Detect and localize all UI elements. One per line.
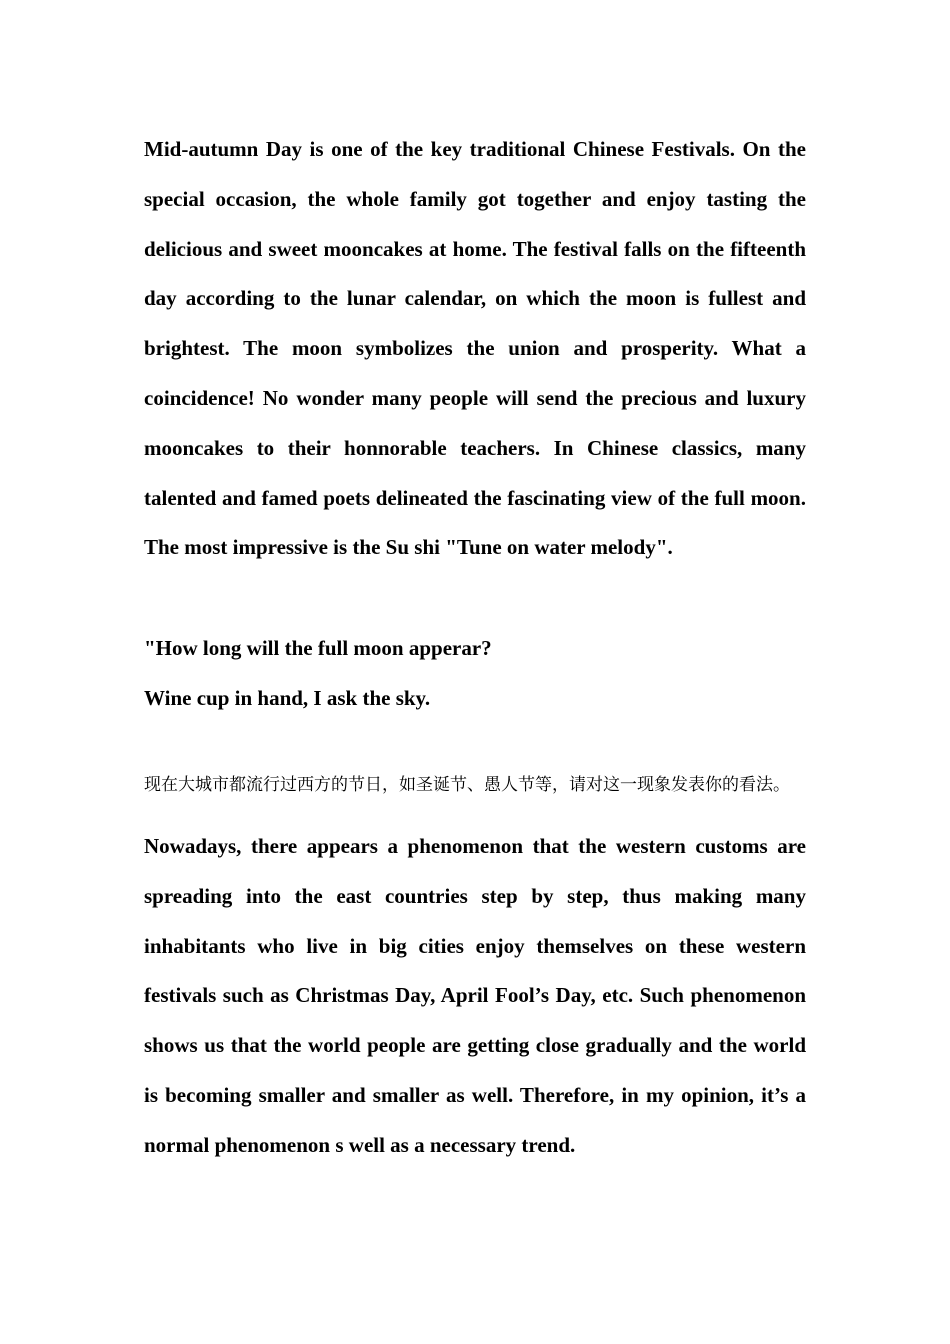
chinese-writing-prompt: 现在大城市都流行过西方的节日，如圣诞节、愚人节等，请对这一现象发表你的看法。 [144,775,790,795]
poem-quote-line-2: Wine cup in hand, I ask the sky. [144,686,431,710]
essay-paragraph-western-festivals: Nowadays, there appears a phenomenon that the western customs are spreading into the east countries step by step, thus making many inhabitants who live in big cities enjoy themselves on these western festivals such as Christmas Day, April Fool’s Day, etc. Such phenomenon shows us that the world people are getting close gradually and the world is becoming smaller and smaller as well. Therefore, in my opinion, it’s a normal phenomenon s well as a necessary trend. [144,834,806,1157]
essay-paragraph-mid-autumn: Mid-autumn Day is one of the key traditional Chinese Festivals. On the special occasion, the whole family got together and enjoy tasting the delicious and sweet mooncakes at home. The festival falls on the fifteenth day according to the lunar calendar, on which the moon is fullest and brightest. The moon symbolizes the union and prosperity. What a coincidence! No wonder many people will send the precious and luxury mooncakes to their honnorable teachers. In Chinese classics, many talented and famed poets delineated the fascinating view of the full moon. The most impressive is the Su shi "Tune on water melody". [144,137,806,560]
poem-quote-line-1: "How long will the full moon apperar? [144,636,492,660]
